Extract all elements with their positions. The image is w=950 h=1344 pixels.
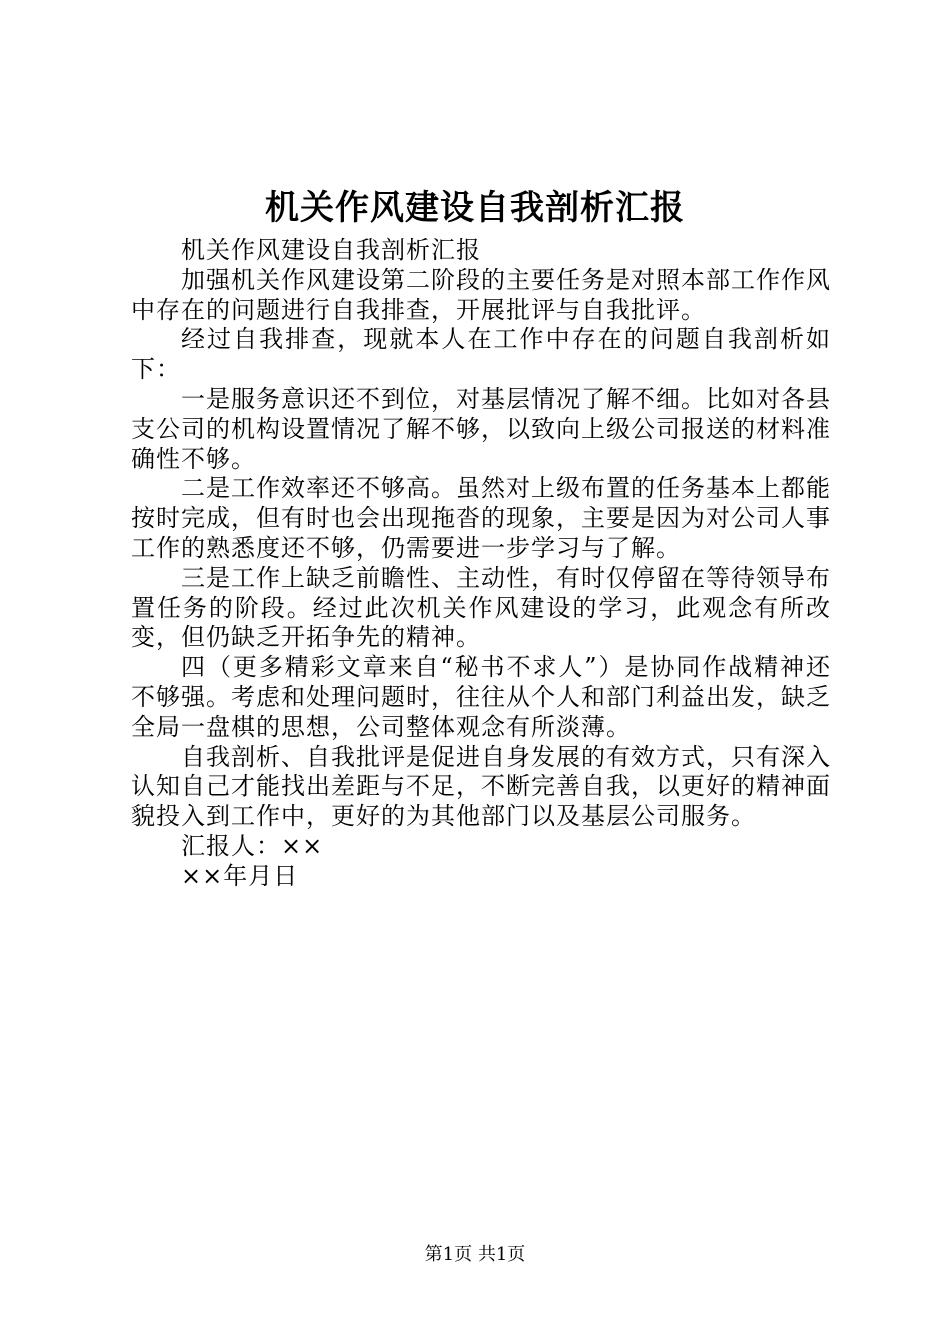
- paragraph-lead: 经过自我排查，现就本人在工作中存在的问题自我剖析如下：: [131, 325, 831, 384]
- paragraph-reporter: 汇报人：××: [181, 831, 324, 860]
- page-footer: 第1页 共1页: [424, 1244, 526, 1265]
- paragraph-point-3: 三是工作上缺乏前瞻性、主动性，有时仅停留在等待领导布置任务的阶段。经过此次机关作风建设的学习，此观念有所改变，但仍缺乏开拓争先的精神。: [131, 563, 831, 652]
- paragraph-date: ××年月日: [181, 861, 299, 890]
- paragraph-conclusion: 自我剖析、自我批评是促进自身发展的有效方式，只有深入认知自己才能找出差距与不足，不断完善自我，以更好的精神面貌投入到工作中，更好的为其他部门以及基层公司服务。: [131, 742, 831, 831]
- document-body: [131, 236, 831, 892]
- paragraph-point-1: 一是服务意识还不到位，对基层情况了解不细。比如对各县支公司的机构设置情况了解不够，以致向上级公司报送的材料准确性不够。: [131, 384, 831, 473]
- paragraph-point-2: 二是工作效率还不够高。虽然对上级布置的任务基本上都能按时完成，但有时也会出现拖沓的现象，主要是因为对公司人事工作的熟悉度还不够，仍需要进一步学习与了解。: [131, 474, 831, 562]
- paragraph-point-4: 四（更多精彩文章来自“秘书不求人”）是协同作战精神还不够强。考虑和处理问题时，往往从个人和部门利益出发，缺乏全局一盘棋的思想，公司整体观念有所淡薄。: [131, 653, 831, 741]
- paragraph-subtitle: 机关作风建设自我剖析汇报: [181, 236, 481, 264]
- paragraph-intro: 加强机关作风建设第二阶段的主要任务是对照本部工作作风中存在的问题进行自我排查，开展批评与自我批评。: [131, 265, 831, 324]
- document-title: 机关作风建设自我剖析汇报: [265, 188, 685, 228]
